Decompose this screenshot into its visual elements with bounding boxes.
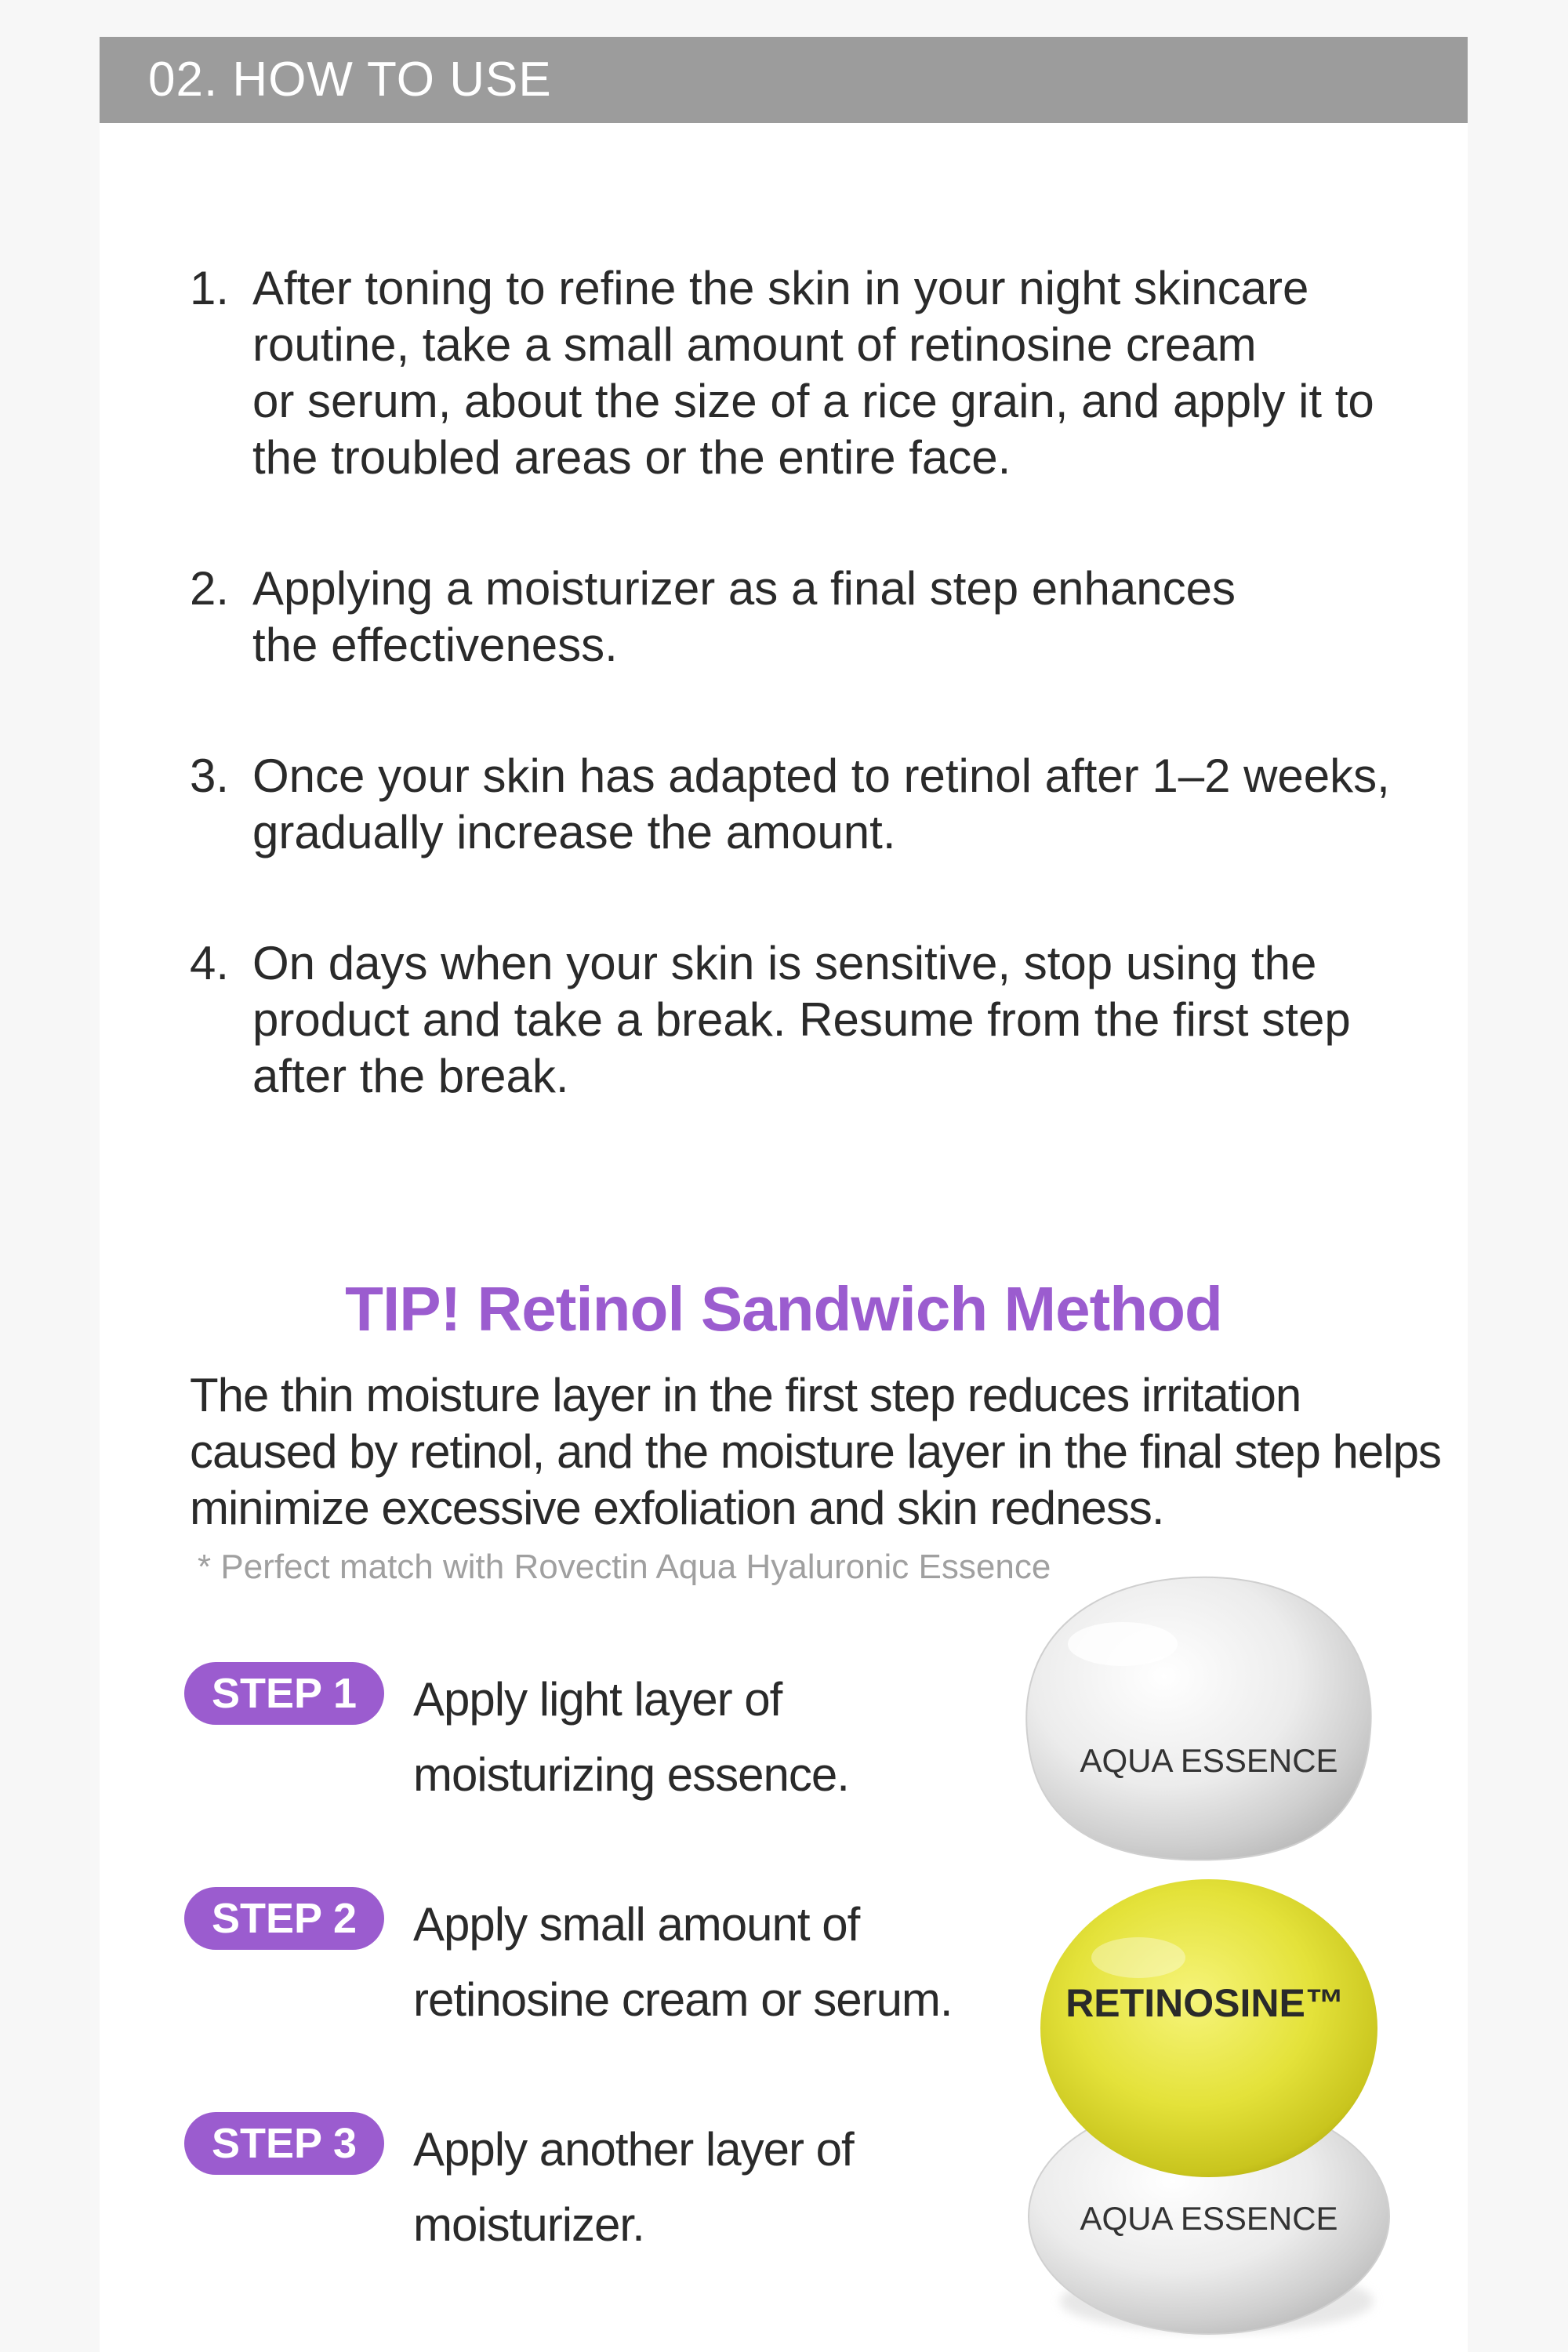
step-badge: STEP 2: [184, 1887, 384, 1950]
sandwich-step-2: [184, 1887, 1007, 2044]
bottom-drop-label: AQUA ESSENCE: [1080, 2200, 1338, 2237]
instruction-number: 3.: [190, 750, 230, 802]
droplet-stack: [982, 1550, 1468, 2352]
instructions-list: [100, 37, 1468, 1213]
step-badge: STEP 1: [184, 1662, 384, 1725]
tip-note: * Perfect match with Rovectin Aqua Hyaluronic Essence: [198, 1548, 1051, 1586]
instruction-text: On days when your skin is sensitive, stop using the product and take a break. Resume from the first step after the break.: [252, 937, 1351, 1102]
sandwich-step-3: [184, 2112, 1007, 2269]
step-text: Apply light layer of moisturizing essence.: [413, 1673, 849, 1801]
retinosine-drop: [1040, 1879, 1377, 2177]
sandwich-illustration: [982, 1550, 1468, 2352]
instruction-text: Applying a moisturizer as a final step enhances the effectiveness.: [252, 562, 1236, 671]
tip-title: TIP! Retinol Sandwich Method: [345, 1274, 1222, 1344]
section-title: 02. HOW TO USE: [148, 53, 552, 107]
instruction-number: 1.: [190, 262, 230, 314]
tip-description: The thin moisture layer in the first step reduces irritation caused by retinol, and the moisture layer in the final step helps minimize excessive exfoliation and skin redness.: [190, 1369, 1441, 1534]
step-badge: STEP 3: [184, 2112, 384, 2175]
top-essence-drop: [1026, 1577, 1370, 1860]
how-to-use-card: [100, 37, 1468, 2352]
instruction-number: 2.: [190, 562, 230, 615]
middle-drop-label: RETINOSINE™: [1065, 1981, 1345, 2025]
top-drop-label: AQUA ESSENCE: [1080, 1742, 1338, 1779]
step-text: Apply another layer of moisturizer.: [413, 2123, 854, 2251]
instruction-text: After toning to refine the skin in your night skincare routine, take a small amount of retinosine cream or serum, about the size of a rice grain, and apply it to the troubled areas or the entire face.: [252, 262, 1374, 484]
instruction-number: 4.: [190, 937, 230, 989]
step-text: Apply small amount of retinosine cream or serum.: [413, 1898, 953, 2026]
instruction-text: Once your skin has adapted to retinol after 1–2 weeks, gradually increase the amount.: [252, 750, 1390, 858]
sandwich-step-1: [184, 1662, 1007, 1819]
